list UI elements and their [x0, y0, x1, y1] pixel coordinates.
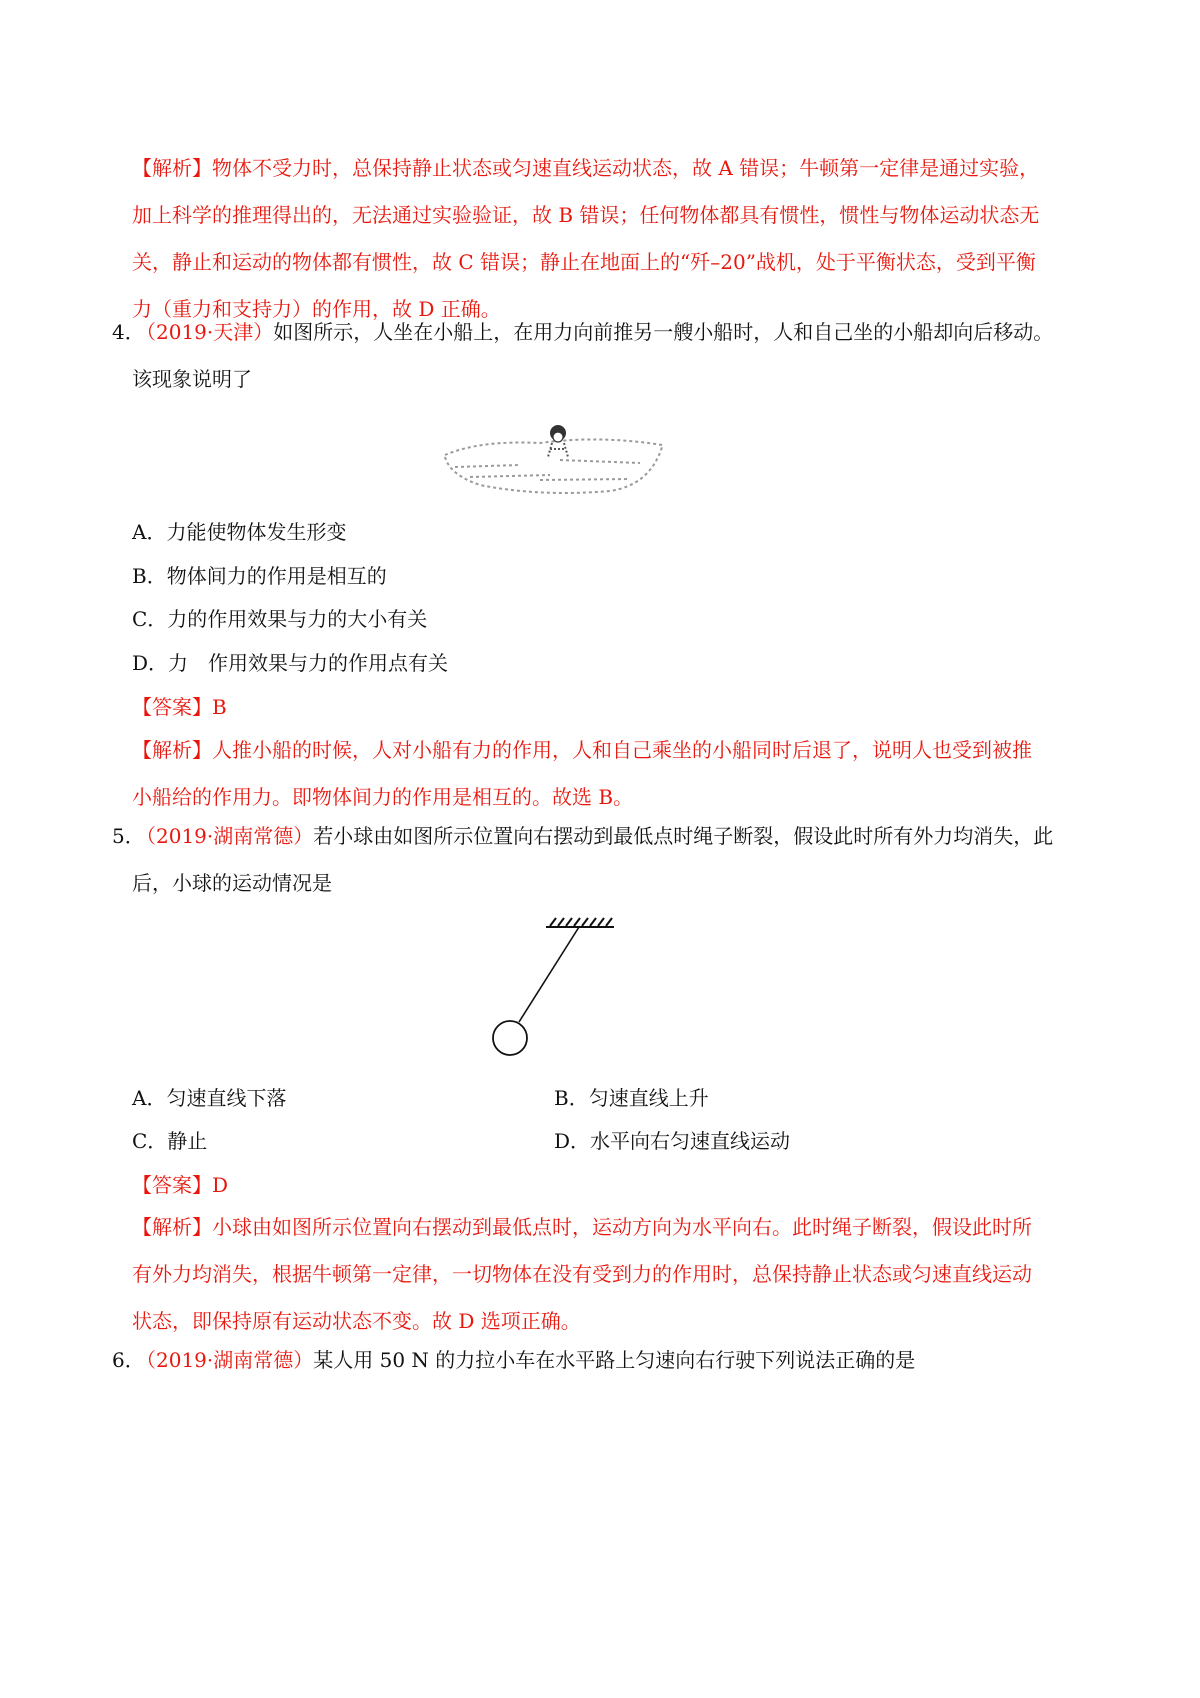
- q5-source: （2019·湖南常德）: [136, 824, 314, 848]
- q3-analysis-line-1: 【解析】物体不受力时，总保持静止状态或匀速直线运动状态，故 A 错误；牛顿第一定律是通过实验，: [132, 156, 1040, 180]
- q6-source: （2019·湖南常德）: [136, 1348, 314, 1372]
- q5-stem: [112, 813, 1102, 907]
- q5-analysis-line-1: 【解析】小球由如图所示位置向右摆动到最低点时，运动方向为水平向右。此时绳子断裂，假设此时所: [132, 1215, 1032, 1239]
- q5-answer-value: D: [212, 1173, 229, 1197]
- q4-option-d: D．力 作用效果与力的作用点有关: [132, 651, 449, 675]
- q4-answer-value: B: [212, 695, 227, 719]
- q4-stem-line-2: 该现象说明了: [132, 367, 252, 391]
- q4-analysis-line-2: 小船给的作用力。即物体间力的作用是相互的。故选 B。: [132, 785, 634, 809]
- q5-stem-line-1: 若小球由如图所示位置向右摆动到最低点时绳子断裂，假设此时所有外力均消失，此: [313, 824, 1054, 848]
- q4-analysis-tag: 【解析】: [132, 738, 212, 762]
- q5-analysis-line-2: 有外力均消失，根据牛顿第一定律，一切物体在没有受到力的作用时，总保持静止状态或匀速直线运动: [132, 1262, 1032, 1286]
- q6-stem-text: 某人用 50 N 的力拉小车在水平路上匀速向右行驶下列说法正确的是: [313, 1348, 916, 1372]
- q5-number: 5．: [112, 824, 145, 848]
- ceiling-hatch: [546, 918, 614, 927]
- q3-analysis-tag: 【解析】: [132, 156, 212, 180]
- q4-answer-tag: 【答案】: [132, 695, 212, 719]
- pendulum-figure: [490, 910, 640, 1070]
- string: [519, 927, 579, 1022]
- q3-analysis-line-4: 力（重力和支持力）的作用，故 D 正确。: [132, 297, 501, 321]
- q5-option-b: B．匀速直线上升: [554, 1086, 709, 1110]
- q5-answer: [132, 1170, 228, 1200]
- q6-stem: [112, 1337, 1102, 1384]
- q5-analysis-tag: 【解析】: [132, 1215, 212, 1239]
- q5-stem-line-2: 后，小球的运动情况是: [132, 871, 332, 895]
- q4-source: （2019·天津）: [136, 320, 274, 344]
- q3-analysis: [132, 145, 1092, 333]
- q4-option-b: B．物体间力的作用是相互的: [132, 564, 387, 588]
- q5-option-a: A．匀速直线下落: [132, 1086, 287, 1110]
- q5-option-c: C．静止: [132, 1129, 208, 1153]
- q3-analysis-line-3: 关，静止和运动的物体都有惯性，故 C 错误；静止在地面上的“歼–20”战机，处于平衡状态，受到平衡: [132, 250, 1036, 274]
- q4-stem: [112, 309, 1102, 403]
- boat-figure: [440, 405, 670, 505]
- q5-option-d: D．水平向右匀速直线运动: [554, 1129, 791, 1153]
- q5-analysis: [132, 1204, 1092, 1345]
- q6-number: 6．: [112, 1348, 145, 1372]
- ball: [493, 1021, 527, 1055]
- q4-answer: [132, 692, 227, 722]
- q5-answer-tag: 【答案】: [132, 1173, 212, 1197]
- q4-option-a: A．力能使物体发生形变: [132, 520, 347, 544]
- q4-analysis: [132, 727, 1092, 821]
- q4-analysis-line-1: 【解析】人推小船的时候，人对小船有力的作用，人和自己乘坐的小船同时后退了，说明人也受到被推: [132, 738, 1032, 762]
- q4-option-c: C．力的作用效果与力的大小有关: [132, 607, 428, 631]
- q4-stem-line-1: 如图所示，人坐在小船上，在用力向前推另一艘小船时，人和自己坐的小船却向后移动。: [273, 320, 1054, 344]
- q3-analysis-line-2: 加上科学的推理得出的，无法通过实验验证，故 B 错误；任何物体都具有惯性，惯性与物体运动状态无: [132, 203, 1040, 227]
- q4-number: 4．: [112, 320, 145, 344]
- q5-analysis-line-3: 状态，即保持原有运动状态不变。故 D 选项正确。: [132, 1309, 581, 1333]
